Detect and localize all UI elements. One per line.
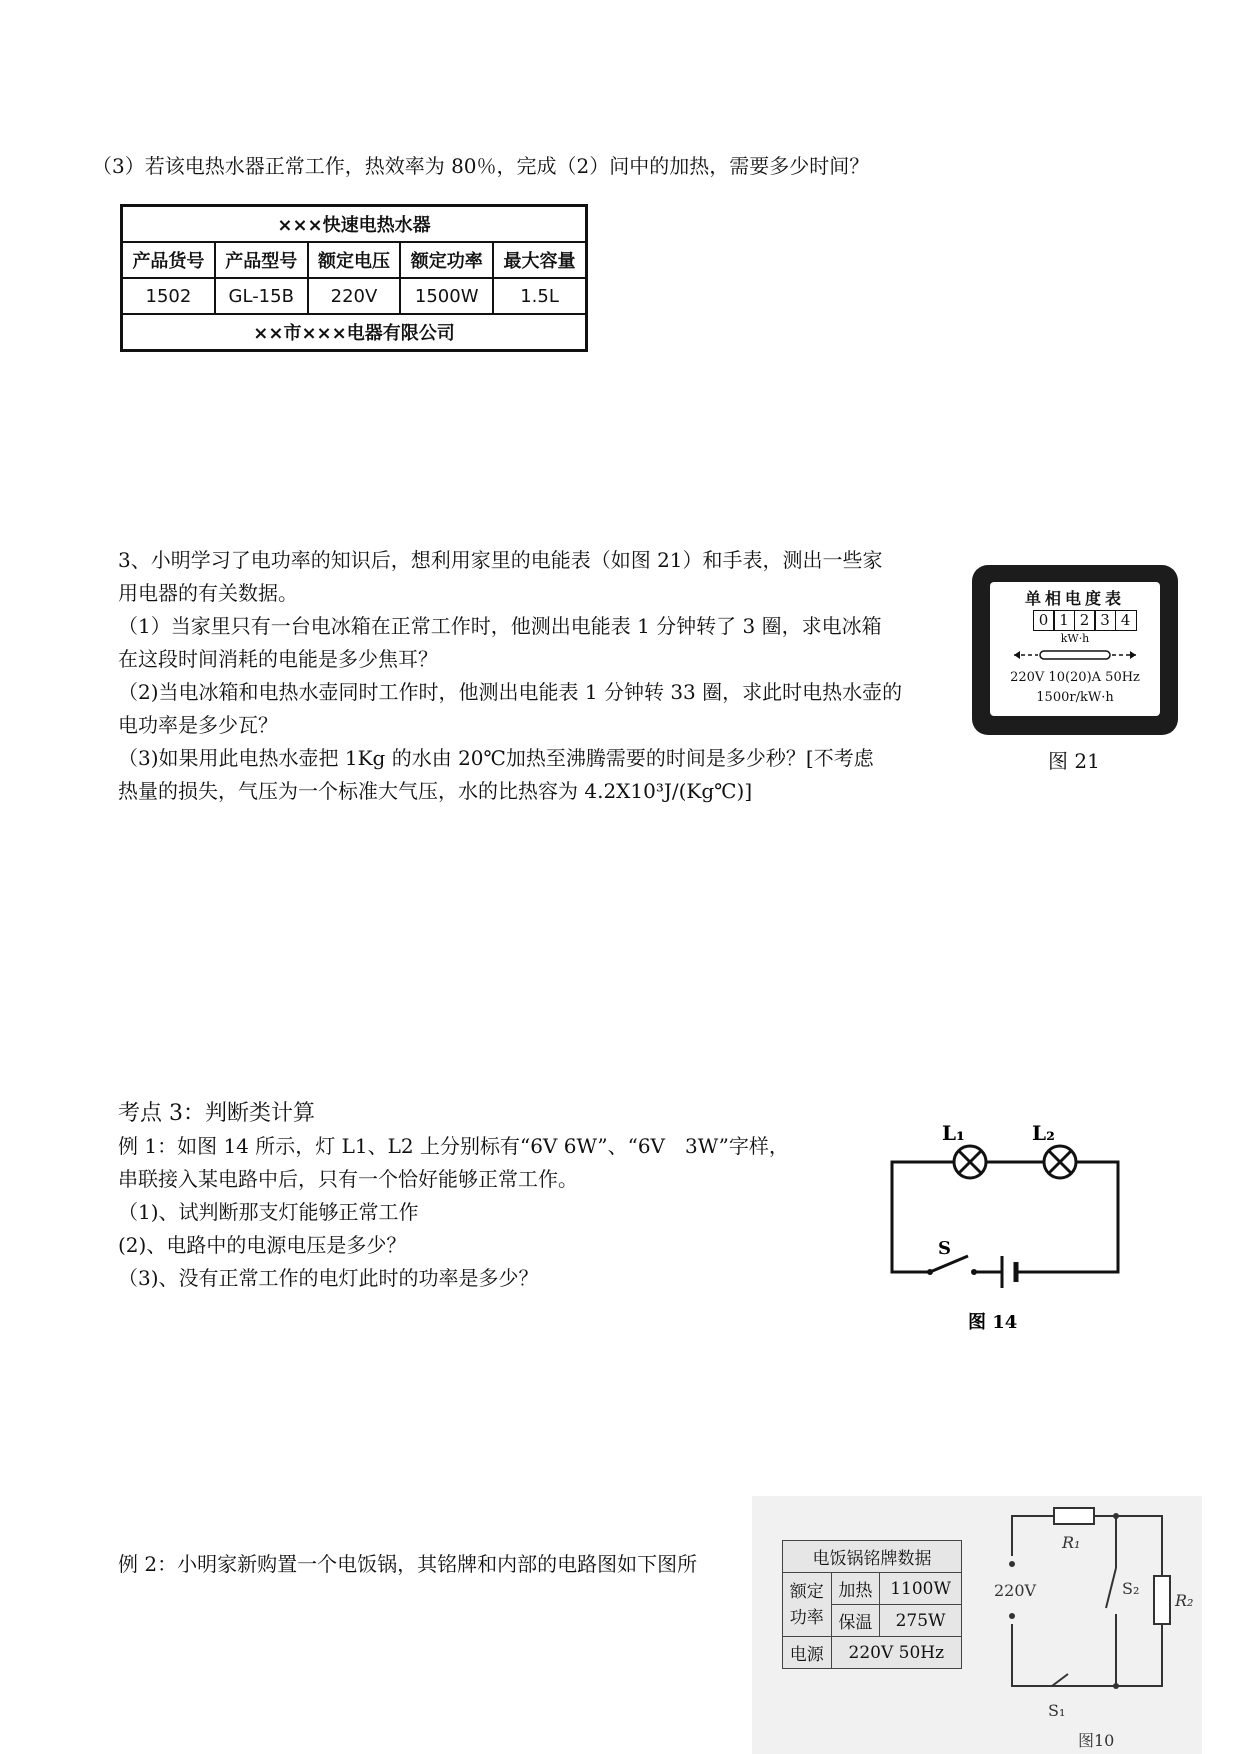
meter-title: 单相电度表 [1024, 589, 1125, 608]
electric-meter-figure [972, 565, 1178, 735]
meter-face [990, 582, 1160, 716]
heater-value-4: 1500W [400, 278, 493, 314]
meter-digit: 1 [1053, 610, 1075, 631]
heater-value-1: 1502 [122, 278, 215, 314]
problem-3-line: 在这段时间消耗的电能是多少焦耳？ [118, 647, 438, 671]
problem-3-line: 热量的损失，气压为一个标准大气压，水的比热容为 4.2X10³J/(Kg℃)] [118, 779, 753, 803]
figure-14-caption: 图 14 [968, 1312, 1018, 1333]
heater-nameplate-table [120, 204, 588, 352]
keep-warm-label: 保温 [831, 1605, 880, 1637]
example-1-line: （3)、没有正常工作的电灯此时的功率是多少？ [118, 1266, 539, 1290]
example-2: 例 2：小明家新购置一个电饭锅，其铭牌和内部的电路图如下图所 [118, 1552, 698, 1576]
heater-header-1: 产品货号 [122, 242, 215, 278]
lamp-l1-label: L₁ [942, 1121, 965, 1145]
keep-warm-value: 275W [880, 1605, 962, 1637]
source-value: 220V 50Hz [831, 1637, 961, 1669]
meter-rotor-icon [1012, 648, 1138, 662]
meter-digit: 4 [1115, 610, 1137, 631]
resistor-r2-label: R₂ [1175, 1591, 1194, 1610]
lamp-l2-label: L₂ [1032, 1121, 1055, 1145]
heat-value: 1100W [880, 1573, 962, 1605]
kaodian-3-section [118, 1097, 789, 1295]
heater-value-5: 1.5L [493, 278, 586, 314]
switch-s-label: S [938, 1238, 951, 1259]
heater-value-3: 220V [308, 278, 401, 314]
heater-header-3: 额定电压 [308, 242, 401, 278]
heater-header-2: 产品型号 [215, 242, 308, 278]
figure-21-caption: 图 21 [1048, 749, 1100, 773]
heater-table-title: ×××快速电热水器 [122, 206, 587, 243]
cooker-circuit-diagram [982, 1496, 1202, 1754]
figure-10-caption: 图10 [1078, 1731, 1115, 1750]
meter-unit: kW·h [1060, 632, 1090, 645]
meter-digit: 0 [1033, 610, 1055, 631]
source-label: 电源 [783, 1637, 832, 1669]
heater-header-4: 额定功率 [400, 242, 493, 278]
example-1-line: (2)、电路中的电源电压是多少？ [118, 1233, 407, 1257]
power-label: 功率 [789, 1607, 824, 1628]
rated-power-cell [783, 1573, 832, 1637]
problem-3-line: 3、小明学习了电功率的知识后，想利用家里的电能表（如图 21）和手表，测出一些家 [118, 548, 883, 572]
example-1-line: 串联接入某电路中后，只有一个恰好能够正常工作。 [118, 1167, 578, 1191]
heater-header-5: 最大容量 [493, 242, 586, 278]
cooker-table-title: 电饭锅铭牌数据 [783, 1541, 962, 1573]
example-1-line: 例 1：如图 14 所示，灯 L1、L2 上分别标有“6V 6W”、“6V 3W”字样， [118, 1134, 789, 1158]
meter-spec-revolutions: 1500r/kW·h [1036, 690, 1114, 705]
kaodian-3-heading: 考点 3：判断类计算 [118, 1101, 315, 1126]
circuit-figure-14 [882, 1120, 1122, 1340]
voltage-label: 220V [994, 1581, 1037, 1600]
meter-digits [1034, 610, 1137, 631]
heater-table-footer: ××市×××电器有限公司 [122, 314, 587, 351]
example-1-line: （1)、试判断那支灯能够正常工作 [118, 1200, 419, 1224]
resistor-r1-label: R₁ [1062, 1533, 1081, 1552]
problem-3-line: （2)当电冰箱和电热水壶同时工作时，他测出电能表 1 分钟转 33 圈，求此时电热水壶的 [118, 680, 903, 704]
question-3-heater: （3）若该电热水器正常工作，热效率为 80％，完成（2）问中的加热，需要多少时间？ [92, 154, 870, 178]
problem-3 [118, 544, 902, 808]
rated-label: 额定 [789, 1581, 824, 1602]
heat-label: 加热 [831, 1573, 880, 1605]
problem-3-line: 电功率是多少瓦？ [118, 713, 278, 737]
switch-s2-label: S₂ [1122, 1579, 1140, 1598]
problem-3-line: （1）当家里只有一台电冰箱在正常工作时，他测出电能表 1 分钟转了 3 圈，求电冰箱 [118, 614, 882, 638]
heater-value-2: GL-15B [215, 278, 308, 314]
rice-cooker-figure [752, 1496, 1202, 1754]
switch-s1-label: S₁ [1048, 1701, 1066, 1720]
problem-3-line: 用电器的有关数据。 [118, 581, 298, 605]
meter-digit: 2 [1074, 610, 1096, 631]
problem-3-line: （3)如果用此电热水壶把 1Kg 的水由 20℃加热至沸腾需要的时间是多少秒？[不考虑 [118, 746, 874, 770]
meter-spec-voltage: 220V 10(20)A 50Hz [1010, 670, 1140, 685]
cooker-nameplate-table [782, 1540, 962, 1669]
meter-digit: 3 [1094, 610, 1116, 631]
